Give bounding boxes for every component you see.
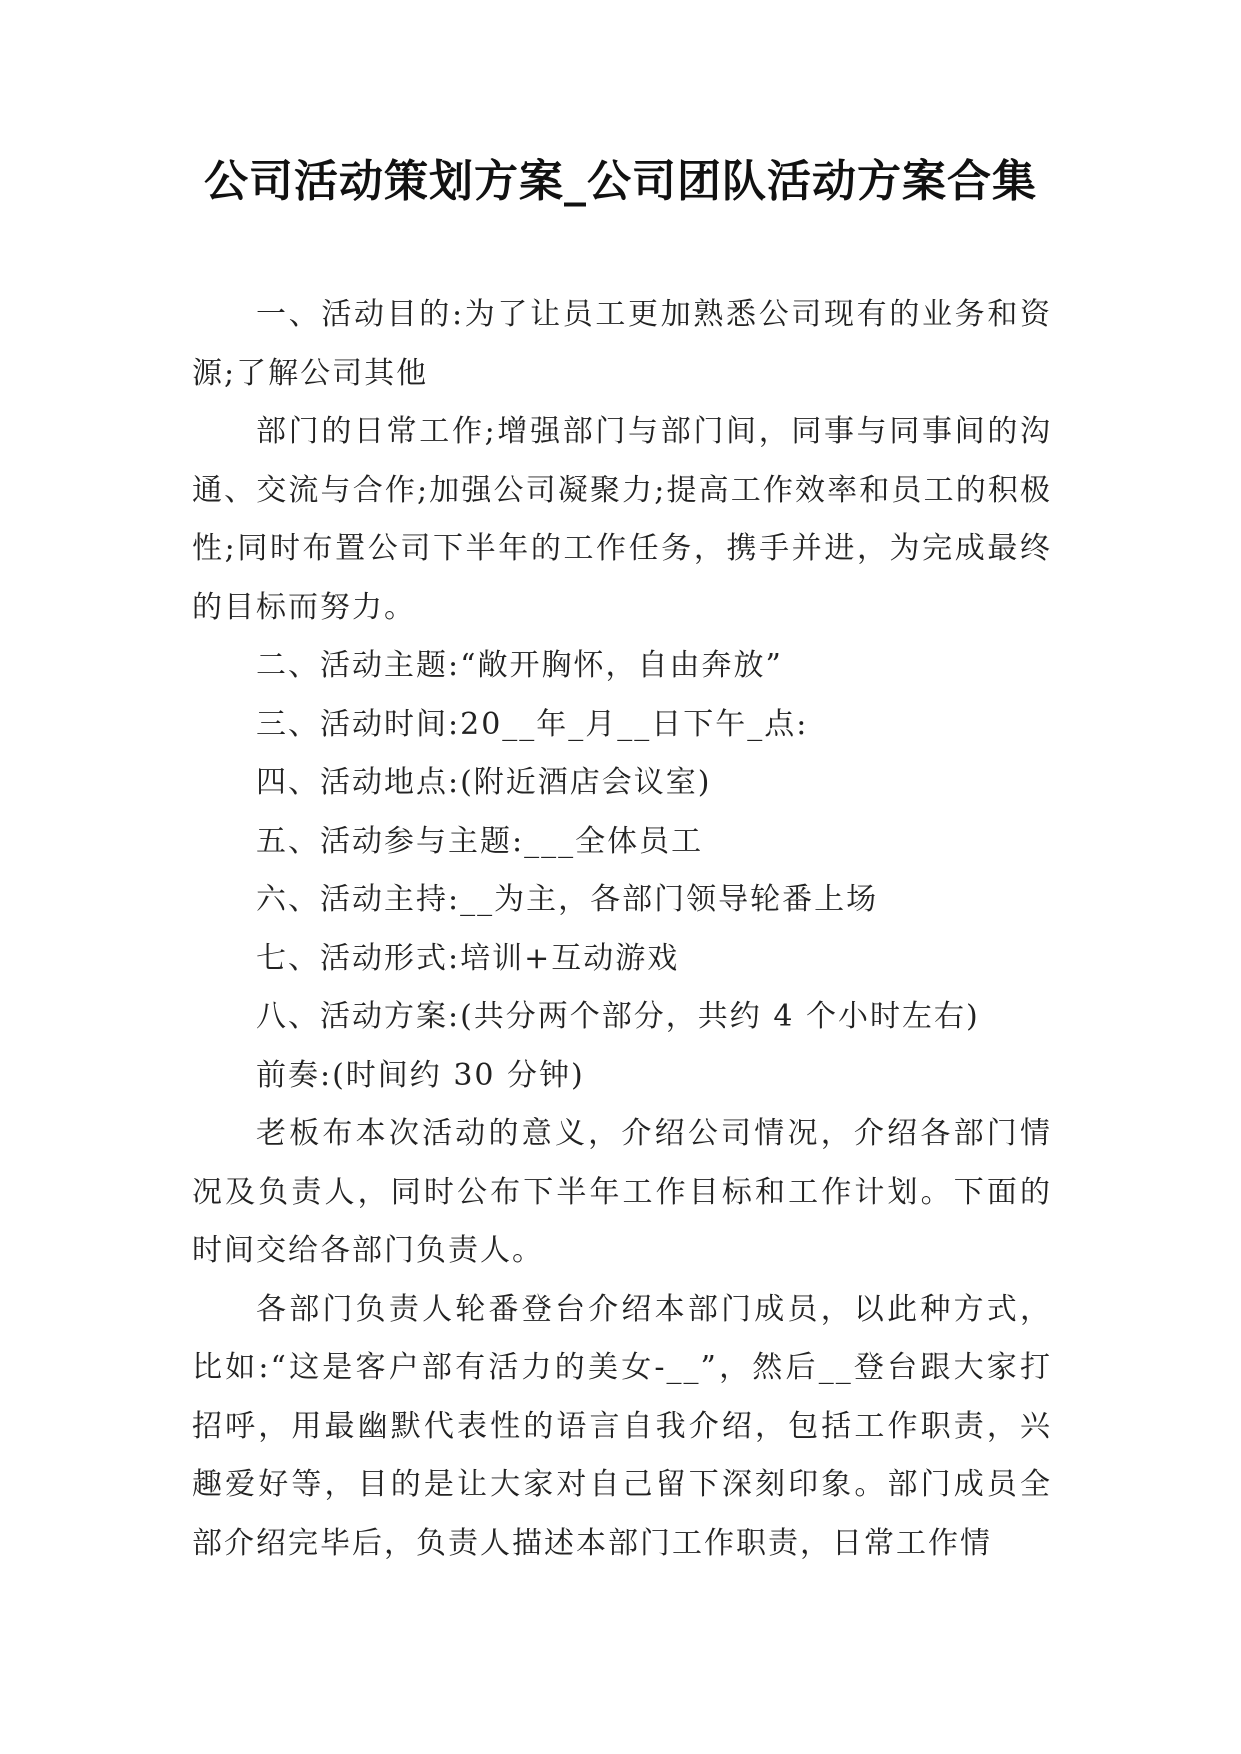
document-title: 公司活动策划方案_公司团队活动方案合集 xyxy=(204,156,1037,207)
paragraph-time: 三、活动时间:20__年_月__日下午_点: xyxy=(256,706,809,742)
paragraph-format: 七、活动形式:培训+互动游戏 xyxy=(256,940,680,976)
paragraph-host: 六、活动主持:__为主，各部门领导轮番上场 xyxy=(256,882,879,917)
document-body xyxy=(192,286,1052,1573)
paragraph-theme: 二、活动主题:“敞开胸怀，自由奔放” xyxy=(256,648,783,683)
paragraph-department-intro: 各部门负责人轮番登台介绍本部门成员，以此种方式，比如:“这是客户部有活力的美女-__”，然后__登台跟大家打招呼，用最幽默代表性的语言自我介绍，包括工作职责，兴趣爱好等，目的是让大家对自己留下深刻印象。部门成员全部介绍完毕后，负责人描述本部门工作职责，日常工作情 xyxy=(192,1291,1052,1561)
paragraph-purpose-1: 一、活动目的:为了让员工更加熟悉公司现有的业务和资源;了解公司其他 xyxy=(192,297,1052,391)
paragraph-purpose-2: 部门的日常工作;增强部门与部门间，同事与同事间的沟通、交流与合作;加强公司凝聚力;提高工作效率和员工的积极性;同时布置公司下半年的工作任务，携手并进，为完成最终的目标而努力。 xyxy=(192,414,1052,625)
paragraph-participants: 五、活动参与主题:___全体员工 xyxy=(256,823,704,859)
paragraph-plan: 八、活动方案:(共分两个部分，共约 4 个小时左右) xyxy=(256,999,980,1034)
paragraph-location: 四、活动地点:(附近酒店会议室) xyxy=(256,765,712,800)
paragraph-boss-intro: 老板布本次活动的意义，介绍公司情况，介绍各部门情况及负责人，同时公布下半年工作目标和工作计划。下面的时间交给各部门负责人。 xyxy=(192,1116,1052,1268)
paragraph-prelude: 前奏:(时间约 30 分钟) xyxy=(256,1057,585,1093)
